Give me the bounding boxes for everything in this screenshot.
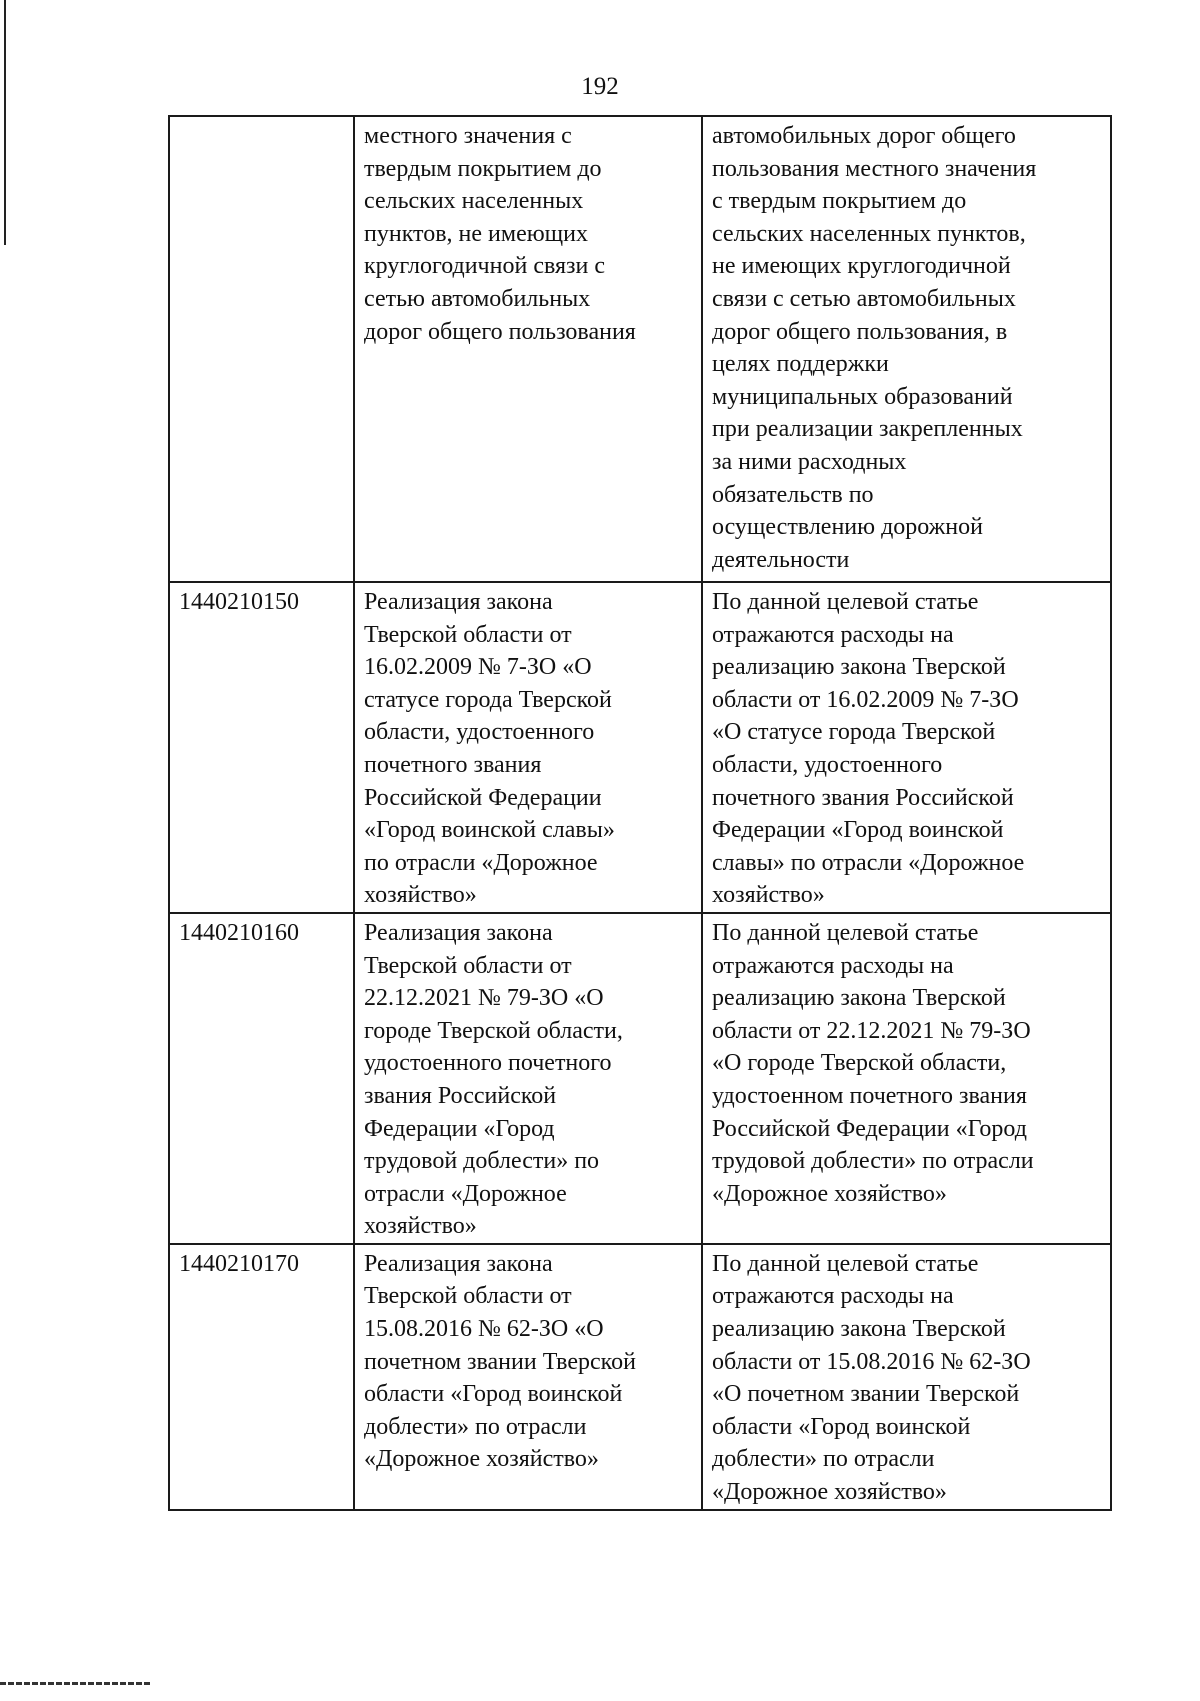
table-row — [169, 116, 1111, 582]
scan-bottom-mark — [0, 1682, 150, 1685]
description-cell: По данной целевой статье отражаются расходы на реализацию закона Тверской области от 15.08.2016 № 62-ЗО «О почетном звании Тверской области «Город воинской доблести» по отрасли «Дорожное хозяйство» — [702, 1244, 1111, 1510]
budget-classification-table — [168, 115, 1112, 1511]
code-cell: 1440210160 — [169, 913, 354, 1244]
name-cell: местного значения с твердым покрытием до сельских населенных пунктов, не имеющих круглогодичной связи с сетью автомобильных дорог общего пользования — [354, 116, 702, 582]
table-row — [169, 1244, 1111, 1510]
table-row — [169, 582, 1111, 913]
description-cell: По данной целевой статье отражаются расходы на реализацию закона Тверской области от 22.12.2021 № 79-ЗО «О городе Тверской области, удостоенном почетного звания Российской Федерации «Город трудовой доблести» по отрасли «Дорожное хозяйство» — [702, 913, 1111, 1244]
code-cell: 1440210150 — [169, 582, 354, 913]
description-cell: автомобильных дорог общего пользования местного значения с твердым покрытием до сельских населенных пунктов, не имеющих круглогодичной связи с сетью автомобильных дорог общего пользования, в целях поддержки муниципальных образований при реализации закрепленных за ними расходных обязательств по осуществлению дорожной деятельности — [702, 116, 1111, 582]
code-cell — [169, 116, 354, 582]
page-number: 192 — [581, 73, 619, 100]
name-cell: Реализация закона Тверской области от 22.12.2021 № 79-ЗО «О городе Тверской области, удостоенного почетного звания Российской Федерации «Город трудовой доблести» по отрасли «Дорожное хозяйство» — [354, 913, 702, 1244]
table-row — [169, 913, 1111, 1244]
name-cell: Реализация закона Тверской области от 15.08.2016 № 62-ЗО «О почетном звании Тверской области «Город воинской доблести» по отрасли «Дорожное хозяйство» — [354, 1244, 702, 1510]
name-cell: Реализация закона Тверской области от 16.02.2009 № 7-ЗО «О статусе города Тверской области, удостоенного почетного звания Российской Федерации «Город воинской славы» по отрасли «Дорожное хозяйство» — [354, 582, 702, 913]
code-cell: 1440210170 — [169, 1244, 354, 1510]
scan-edge-mark — [4, 0, 6, 245]
description-cell: По данной целевой статье отражаются расходы на реализацию закона Тверской области от 16.02.2009 № 7-ЗО «О статусе города Тверской области, удостоенного почетного звания Российской Федерации «Город воинской славы» по отрасли «Дорожное хозяйство» — [702, 582, 1111, 913]
